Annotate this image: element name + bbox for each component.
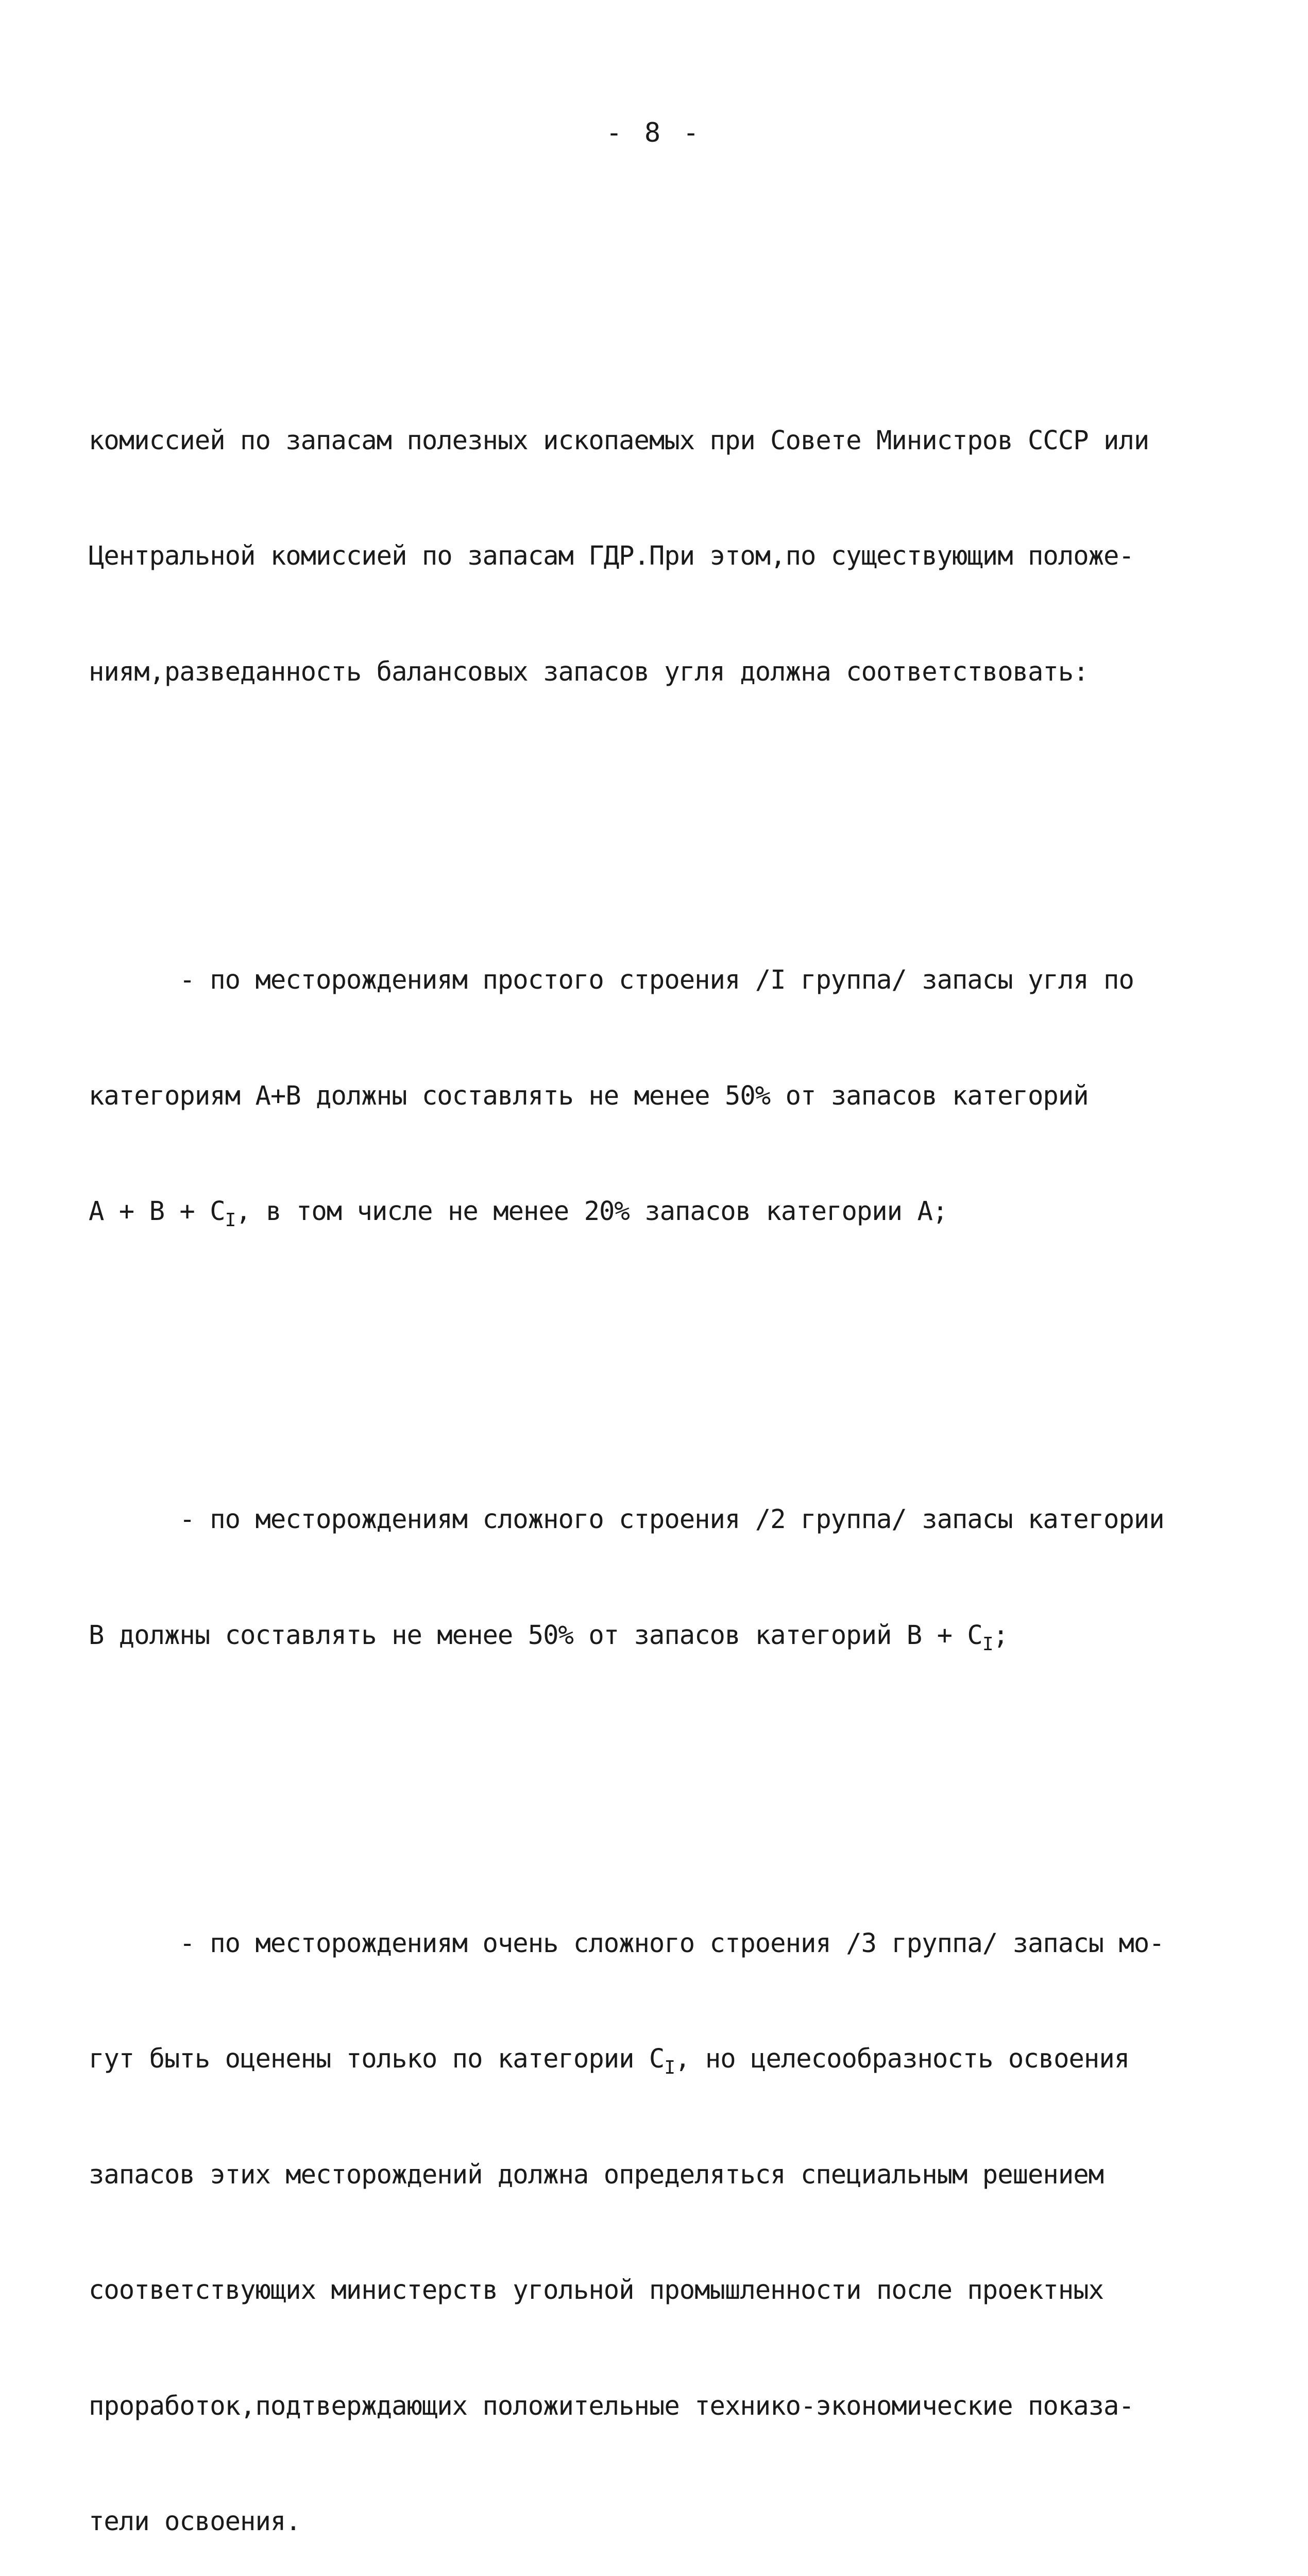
- text-line: тели освоения.: [89, 2506, 301, 2537]
- formula-prefix: гут быть оценены только по категории С: [89, 2043, 665, 2074]
- text-line: комиссией по запасам полезных ископаемых при Совете Министров СССР или: [89, 425, 1149, 455]
- paragraph-group-2: [89, 1423, 1201, 1732]
- page-number: - 8 -: [606, 117, 702, 148]
- text-line: - по месторождениям простого строения /I группа/ запасы угля по: [89, 964, 1134, 995]
- paragraph-group-3: [89, 1847, 1201, 2576]
- text-line: проработок,подтверждающих положительные технико-экономические показа-: [89, 2390, 1134, 2421]
- text-line: соответствующих министерств угольной промышленности после проектных: [89, 2275, 1104, 2306]
- formula-line: [89, 1616, 1201, 1655]
- formula-line: [89, 1192, 1201, 1231]
- formula-subscript: I: [225, 1209, 236, 1231]
- paragraph-group-1: [89, 884, 1201, 1308]
- formula-subscript: I: [982, 1633, 993, 1655]
- formula-subscript: I: [664, 2057, 675, 2079]
- formula-prefix: А + В + С: [89, 1195, 225, 1226]
- formula-line: [89, 2040, 1201, 2078]
- text-line: Центральной комиссией по запасам ГДР.При этом,по существующим положе-: [89, 540, 1134, 571]
- text-line: - по месторождениям сложного строения /2 группа/ запасы категории: [89, 1504, 1164, 1535]
- text-line: ниям,разведанность балансовых запасов угля должна соответствовать:: [89, 656, 1089, 687]
- formula-prefix: В должны составлять не менее 50% от запасов категорий В + С: [89, 1619, 982, 1650]
- formula-suffix: ;: [993, 1619, 1008, 1650]
- text-line: - по месторождениям очень сложного строения /3 группа/ запасы мо-: [89, 1928, 1164, 1959]
- formula-suffix: , но целесообразность освоения: [675, 2043, 1130, 2074]
- formula-suffix: , в том числе не менее 20% запасов категории А;: [235, 1195, 948, 1226]
- text-line: категориям А+В должны составлять не менее 50% от запасов категорий: [89, 1080, 1089, 1111]
- document-body: [89, 229, 1201, 2576]
- text-line: запасов этих месторождений должна определяться специальным решением: [89, 2159, 1104, 2190]
- paragraph-intro: [89, 344, 1201, 768]
